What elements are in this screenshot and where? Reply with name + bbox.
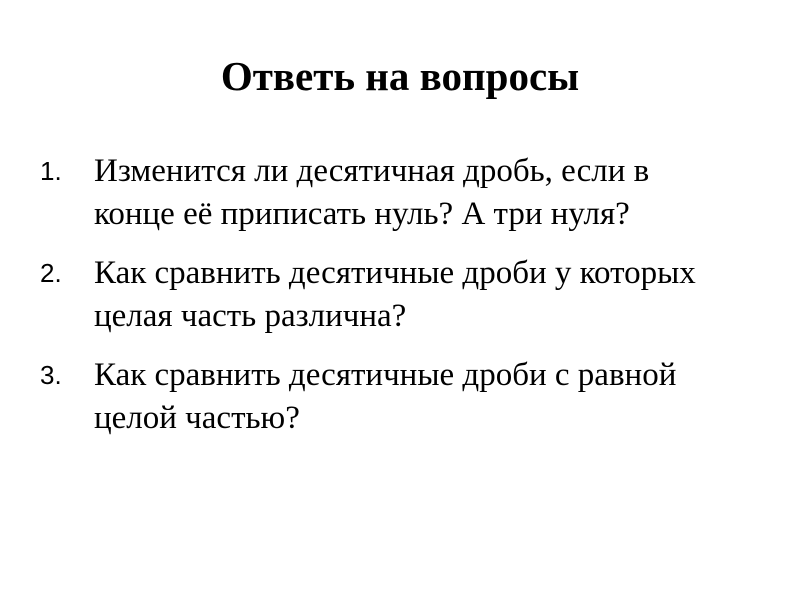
question-list (40, 150, 760, 456)
question-text-line: Изменится ли десятичная дробь, если в (94, 153, 650, 189)
question-number: 2. (40, 258, 62, 288)
question-item-2 (40, 252, 760, 338)
question-text-line: целая часть различна? (94, 298, 407, 334)
question-text-line: Как сравнить десятичные дроби с равной (94, 357, 677, 393)
question-text-line: целой частью? (94, 400, 300, 436)
question-number: 3. (40, 360, 62, 390)
question-item-3 (40, 354, 760, 440)
question-text-line: конце её приписать нуль? А три нуля? (94, 196, 630, 232)
slide-title: Ответь на вопросы (220, 53, 580, 99)
question-number: 1. (40, 156, 62, 186)
question-text-line: Как сравнить десятичные дроби у которых (94, 255, 696, 291)
question-item-1 (40, 150, 760, 236)
